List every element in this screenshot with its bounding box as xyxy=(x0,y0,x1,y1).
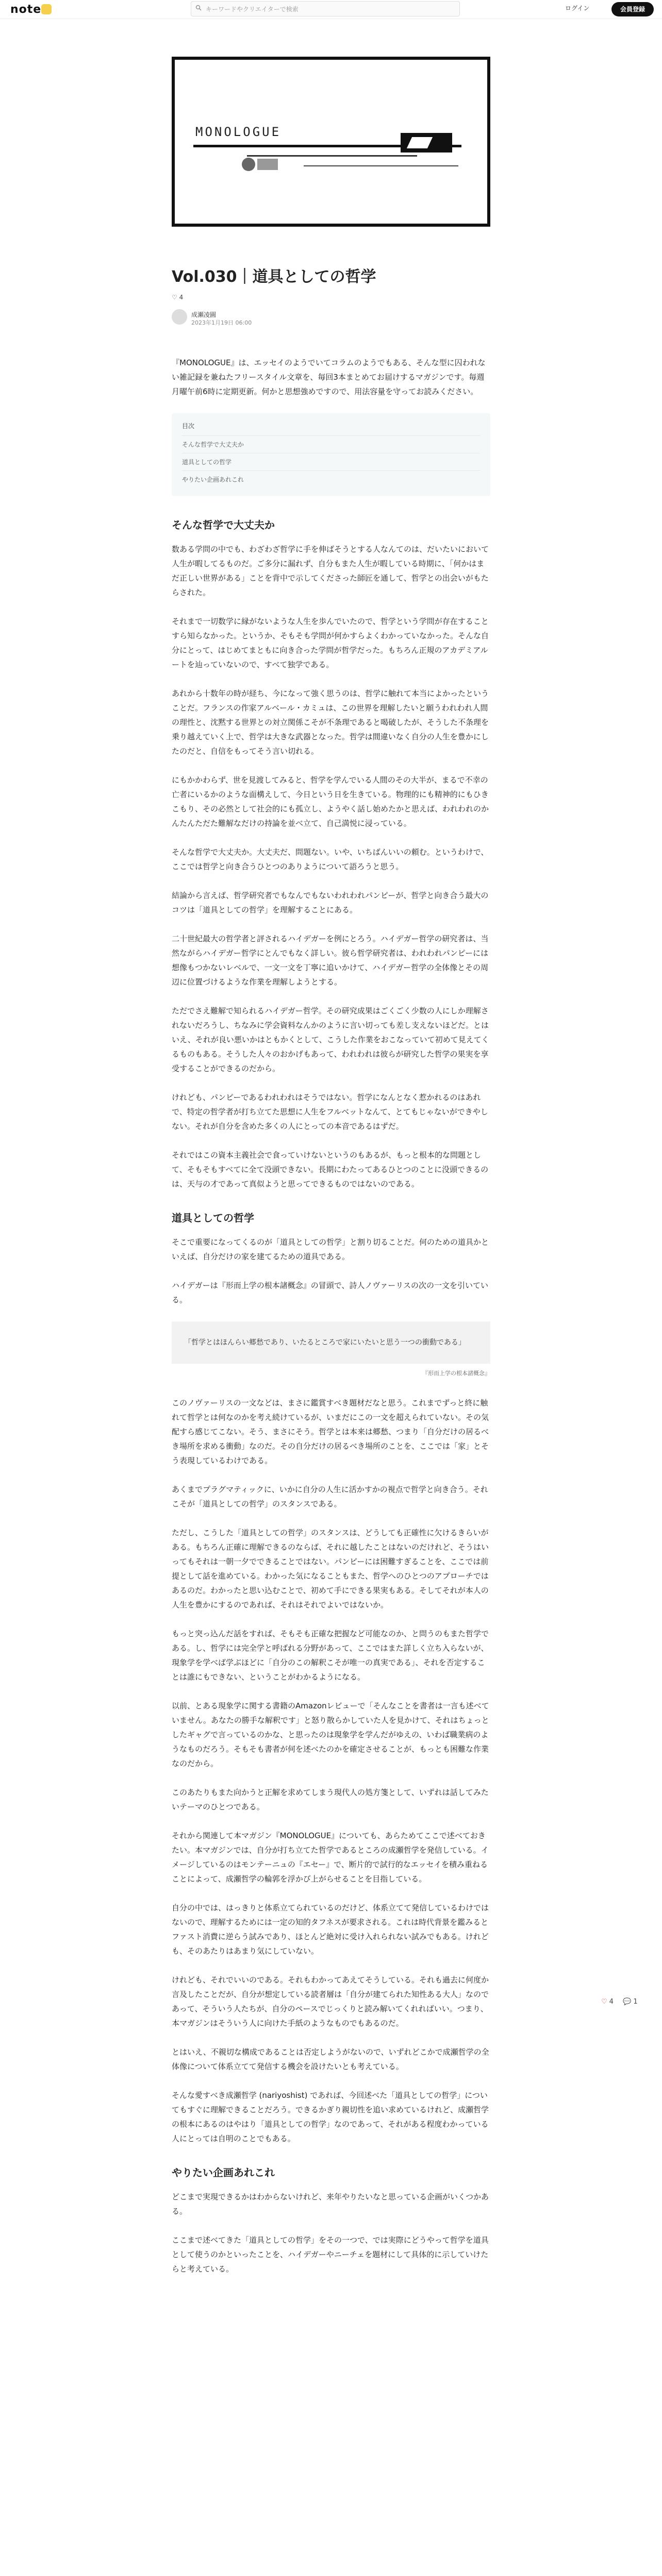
quote-source: 『形而上学の根本諸概念』 xyxy=(422,1370,490,1377)
body-paragraph: そこで重要になってくるのが「道具としての哲学」と割り切ることだ。何のための道具かといえば、自分だけの家を建てるための道具である。 xyxy=(172,1238,489,1261)
signup-button[interactable]: 会員登録 xyxy=(611,2,654,16)
logo-badge-icon xyxy=(41,4,52,14)
comment-icon[interactable]: 💬 xyxy=(623,1998,632,2006)
body-paragraph: にもかかわらず、世を見渡してみると、哲学を学んでいる人間のその大半が、まるで不幸の亡者にいるかのような面構えして、今日という日を生きている。物理的にも精神的にもひきこもり、その必然として社会的にも孤立し、ようやく話し始めたかと思えば、われわれのかんたんただた難解なだけの持論を並べ立て、自己満悦に浸っている。 xyxy=(172,775,489,828)
hero-rect xyxy=(257,159,278,170)
body-paragraph: とはいえ、不親切な構成であることは否定しようがないので、いずれどこかで成瀬哲学の全体像について体系立てて発信する機会を設けたいとも考えている。 xyxy=(172,2047,489,2071)
body-paragraph: このあたりもまた向かうと正解を求めてしまう現代人の処方箋として、いずれは話してみたいテーマのひとつである。 xyxy=(172,1788,489,1811)
side-comment-count: 1 xyxy=(633,1998,638,2006)
hero-brand: MONOLOGUE xyxy=(195,125,282,139)
author-name[interactable]: 成瀬凌圓 xyxy=(191,311,217,318)
body-paragraph: それから関連して本マガジン『MONOLOGUE』についても、あらためてここで述べておきたい。本マガジンでは、自分が打ち立てた哲学であるところの成瀬哲学を発信している。イメージしているのはモンテーニュの『エセー』で、断片的で試行的なエッセイを積み重ねることによって、成瀬哲学の輪郭を浮かび上がらせることを目指している。 xyxy=(172,1831,489,1884)
heart-icon: ♡ xyxy=(172,294,177,301)
like-count: 4 xyxy=(179,294,184,301)
side-actions xyxy=(601,1998,638,2006)
body-paragraph: あくまでプラグマティックに、いかに自分の人生に活かすかの視点で哲学と向き合う。それこそが「道具としての哲学」のスタンスである。 xyxy=(172,1485,488,1509)
body-paragraph: もっと突っ込んだ話をすれば、そもそも正確な把握など可能なのか、と問うのもまた哲学である。し、哲学には完全学と呼ばれる分野があって、ここではまた詳しく立ち入らないが、現象学を学べば学ぶほどに「自分のこの解釈こそが唯一の真実である」、それを否定することは誰にもできない、ということがわかるようになる。 xyxy=(172,1629,489,1682)
body-paragraph: ただでさえ難解で知られるハイデガー哲学。その研究成果はごくごく少数の人にしか理解されないだろうし、ちなみに学会資料なんかのように言い切っても差し支えないほどだ。とはいえ、それが良い悪いかはともかくとして、こうした作業をおこなっていて初めて見えてくるものもある。そうした人々のおかげもあって、われわれは彼らが研究した哲学の果実を享受することができるのだから。 xyxy=(172,1006,489,1073)
like-counter[interactable] xyxy=(172,294,183,301)
table-of-contents xyxy=(172,413,490,496)
body-paragraph: 数ある学問の中でも、わざわざ哲学に手を伸ばそうとする人なんてのは、だいたいにおいて人生が暇してるものだ。ご多分に漏れず、自分もまた人生が暇している時期に、「何かはまだ正しい世界がある」ことを背中で示してくださった師匠を通して、哲学との出会いがもたらされた。 xyxy=(172,545,489,597)
body-paragraph: 二十世紀最大の哲学者と評されるハイデガーを例にとろう。ハイデガー哲学の研究者は、当然ながらハイデガー哲学にとんでもなく詳しい。彼ら哲学研究者は、われわれパンピーには想像もつかないレベルで、一文一文を丁寧に追いかけて、ハイデガー哲学の全体像とその周辺に位置づけるような作業を理解しようとする。 xyxy=(172,934,489,987)
body-paragraph: あれから十数年の時が経ち、今になって強く思うのは、哲学に触れて本当によかったということだ。フランスの作家アルベール・カミュは、この世界を理解したいと願うわれわれ人間の理性と、沈黙する世界との対立関係こそが不条理であると喝破したが、そうした不条理を乗り越えていく上で、哲学は大きな武器となった。哲学は間違いなく自分の人生を豊かにしたのだと、自信をもってそう言い切れる。 xyxy=(172,689,489,756)
toc-title: 目次 xyxy=(182,422,195,430)
body-paragraph: 結論から言えば、哲学研究者でもなんでもないわれわれパンピーが、哲学と向き合う最大のコツは「道具としての哲学」を理解することにある。 xyxy=(172,891,489,914)
toc-item[interactable]: そんな哲学で大丈夫か xyxy=(182,435,480,453)
toc-item[interactable]: やりたい企画あれこれ xyxy=(182,470,480,488)
body-paragraph: それではこの資本主義社会で食っていけないというのもあるが、もっと根本的な問題として、そもそもすべてに全て没頭できない。長期にわたってあるひとつのことに没頭できるのは、天与の才であって真似ようと思ってできるものではないのである。 xyxy=(172,1150,489,1189)
note-logo[interactable]: note xyxy=(10,3,42,16)
body-paragraph: そんな愛すべき成瀬哲学 (nariyoshist) であれば、今回述べた「道具としての哲学」についてもすぐに理解できることだろう。できるかぎり親切性を追い求めているけれど、成瀬哲学の根本にあるのはやはり「道具としての哲学」なのであって、それがある程度わかっている人にとっては自明のことでもある。 xyxy=(172,2091,489,2143)
body-paragraph: ここまで述べてきた「道具としての哲学」をその一つで、では実際にどうやって哲学を道具として使うのかといったことを、ハイデガーやニーチェを題材にして具体的に示していけたらと考えている。 xyxy=(172,2235,489,2274)
blockquote: 「哲学とはほんらい郷愁であり、いたるところで家にいたいと思う一つの衝動である」 xyxy=(172,1321,490,1364)
toc-item[interactable]: 道具としての哲学 xyxy=(182,453,480,470)
section-heading: やりたい企画あれこれ xyxy=(172,2166,275,2179)
hero-line xyxy=(247,155,417,157)
search-placeholder: キーワードやクリエイターで検索 xyxy=(206,6,299,13)
body-paragraph: それまで一切数学に縁がないような人生を歩んでいたので、哲学という学問が存在することすら知らなかった。というか、そもそも学問が何かすらよくわかっていなかった。そんな自分にとって、はじめてまともに向き合った学問が哲学だった。もちろん正規のアカデミアルートを辿っていないので、すべて独学である。 xyxy=(172,617,489,669)
body-paragraph: ハイデガーは『形而上学の根本諸概念』の冒頭で、詩人ノヴァーリスの次の一文を引いている。 xyxy=(172,1281,488,1304)
body-paragraph: けれども、それでいいのである。それもわかってあえてそうしている。それも過去に何度か言及したことだが、自分が想定している読者層は「自分が建てられた知性ある大人」なのであって、そういう人たちが、自分のペースでじっくりと読み解いてくれればいい。つまり、本マガジンはそういう人に向けた手紙のようなものでもあるのだ。 xyxy=(172,1975,489,2028)
section-heading: そんな哲学で大丈夫か xyxy=(172,519,275,531)
body-paragraph: けれども、パンピーであるわれわれはそうではない。哲学になんとなく惹かれるのはあれで、特定の哲学者が打ち立てた思想に人生をフルベットなんて、とてもじゃないができやしない。それが自分を含めた多くの人にとっての本音であるはずだ。 xyxy=(172,1093,488,1131)
search-input[interactable] xyxy=(191,1,460,16)
body-paragraph: 以前、とある現象学に関する書籍のAmazonレビューで「そんなことを書者は一言も述べていません。あなたの勝手な解釈です」と怒り散らかしていた人を見かけて、それはちょっとしたギャグで言っているのかな、と思ったのは現象学を学んだがゆえの、いわば職業病のようなものだろう。そもそも書者が何を述べたのかを確定させることが、もっとも困難な作業なのだから。 xyxy=(172,1701,489,1768)
search-icon xyxy=(195,5,202,11)
body-paragraph: ただし、こうした「道具としての哲学」のスタンスは、どうしても正確性に欠けるきらいがある。もちろん正確に理解できるのならば、それに越したことはないのだけれど、そうはいってもそれは一朝一夕でできることではない。パンピーには困難すぎることを、ここでは前提として話を進めている。わかった気になることもまた、哲学へのひとつのアプローチではあるのだ。わかったと思い込むことで、初めて手にできる果実もある。そしてそれが本人の人生を豊かにするのであれば、それはそれでよいではないか。 xyxy=(172,1528,489,1609)
hero-circle xyxy=(242,158,255,171)
article-body xyxy=(172,355,490,2291)
avatar[interactable] xyxy=(172,309,187,325)
side-like-count: 4 xyxy=(609,1998,614,2006)
body-paragraph: そんな哲学で大丈夫か。大丈夫だ、問題ない。いや、いちばんいいの頼む。というわけで、ここでは哲学と向き合うひとつのありようについて語ろうと思う。 xyxy=(172,848,489,871)
body-paragraph: このノヴァーリスの一文などは、まさに鑑賞すべき題材だなと思う。これまでずっと終に触れて哲学とは何なのかを考え続けているが、いまだにこの一文を超えられていない。その気配すら感じてこない。そう、まさにそう。哲学とは本来は郷愁、つまり「自分だけの居るべき場所を求める衝動」なのだ。その自分だけの居るべき場所のことを、ここでは「家」とそう表現しているわけである。 xyxy=(172,1398,489,1465)
section-heading: 道具としての哲学 xyxy=(172,1212,254,1224)
heart-icon[interactable]: ♡ xyxy=(601,1998,607,2006)
top-nav xyxy=(0,0,662,19)
body-paragraph: どこまで実現できるかはわからないけれど、来年やりたいなと思っている企画がいくつかある。 xyxy=(172,2192,489,2216)
hero-line xyxy=(304,165,458,166)
intro-paragraph: 『MONOLOGUE』は、エッセイのようでいてコラムのようでもある、そんな型に囚われない雑記録を兼ねたフリースタイル文章を、毎回3本まとめてお届けするマガジンです。毎週月曜午前6時に定期更新。何かと思想強めですので、用法容量を守ってお読みください。 xyxy=(172,358,486,396)
body-paragraph: 自分の中では、はっきりと体系立てられているのだけど、体系立てて発信しているわけではないので、理解するためには一定の知的タフネスが要求される。これは時代背景を鑑みるとファスト消費に逆らう試みであり、ほとんど絶対に受け入れられない試みでもある。けれども、そのあたりはあまり気にしていない。 xyxy=(172,1903,489,1956)
hero-image xyxy=(172,57,490,227)
article-title: Vol.030｜道具としての哲学 xyxy=(172,268,376,286)
login-link[interactable]: ログイン xyxy=(565,5,590,12)
publish-date: 2023年1月19日 06:00 xyxy=(191,319,252,326)
